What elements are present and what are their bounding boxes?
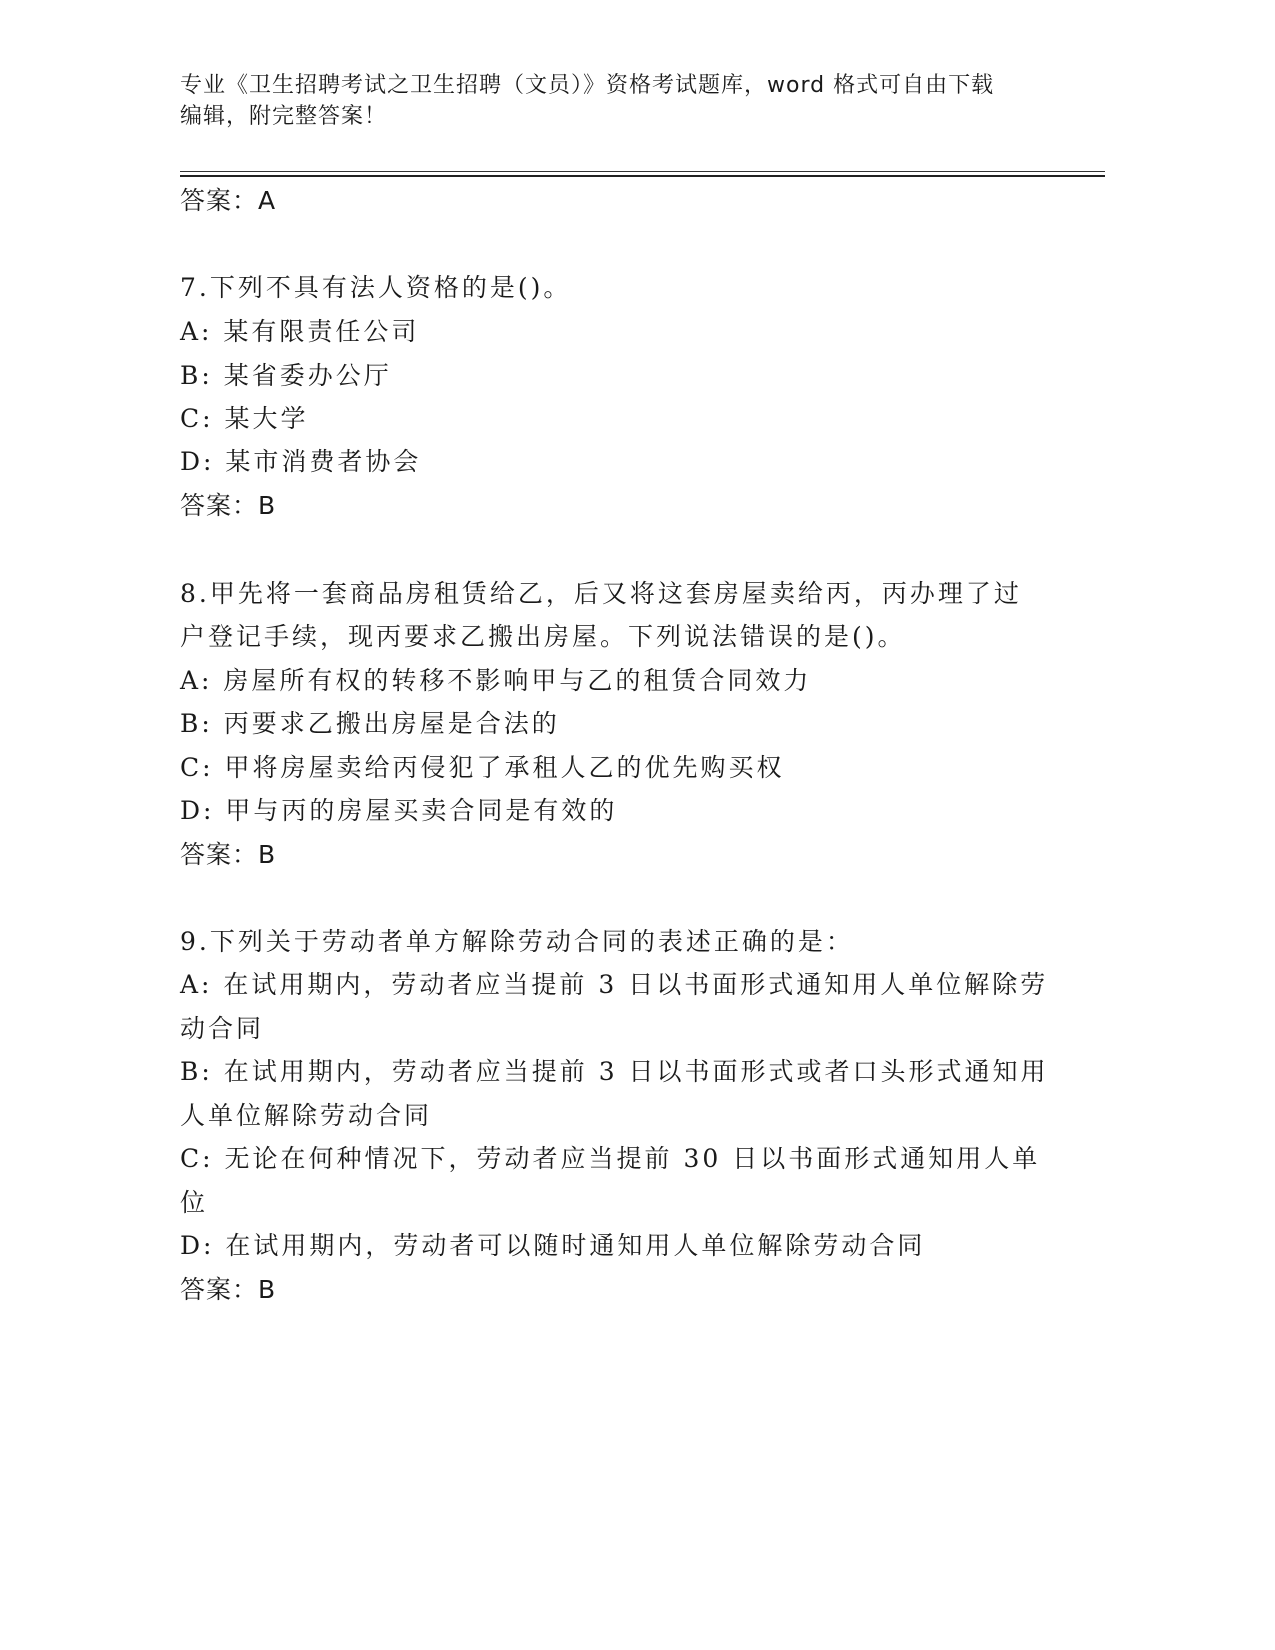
question-7-answer: 答案：B xyxy=(180,491,277,520)
question-8-option-c: C: 甲将房屋卖给丙侵犯了承租人乙的优先购买权 xyxy=(180,753,785,782)
question-9-option-b-line-2: 人单位解除劳动合同 xyxy=(180,1101,433,1130)
question-7-stem: 7.下列不具有法人资格的是()。 xyxy=(180,273,572,302)
question-7-option-c: C: 某大学 xyxy=(180,404,309,433)
question-8-option-b: B: 丙要求乙搬出房屋是合法的 xyxy=(180,709,560,738)
header-divider-thin xyxy=(180,171,1105,172)
question-8-stem-line-1: 8.甲先将一套商品房租赁给乙，后又将这套房屋卖给丙，丙办理了过 xyxy=(180,579,1022,608)
header-line-1: 专业《卫生招聘考试之卫生招聘（文员）》资格考试题库，word 格式可自由下载 xyxy=(180,73,995,98)
question-7-option-d: D: 某市消费者协会 xyxy=(180,447,422,476)
answer-previous: 答案：A xyxy=(180,186,277,215)
question-8-option-d: D: 甲与丙的房屋买卖合同是有效的 xyxy=(180,796,618,825)
question-7-option-b: B: 某省委办公厅 xyxy=(180,361,392,390)
question-9-answer: 答案：B xyxy=(180,1275,277,1304)
document-header xyxy=(180,70,1060,132)
header-divider-thick xyxy=(180,175,1105,177)
question-7-option-a: A: 某有限责任公司 xyxy=(180,317,420,346)
question-8-option-a: A: 房屋所有权的转移不影响甲与乙的租赁合同效力 xyxy=(180,666,812,695)
question-8-stem-line-2: 户登记手续，现丙要求乙搬出房屋。下列说法错误的是()。 xyxy=(180,622,906,651)
question-9-option-b-line-1: B: 在试用期内，劳动者应当提前 3 日以书面形式或者口头形式通知用 xyxy=(180,1057,1049,1086)
header-line-2: 编辑，附完整答案！ xyxy=(180,104,388,129)
question-9-option-a-line-2: 动合同 xyxy=(180,1014,265,1043)
question-9-option-c-line-2: 位 xyxy=(180,1188,209,1217)
question-9-stem: 9.下列关于劳动者单方解除劳动合同的表述正确的是： xyxy=(180,927,854,956)
question-9-option-d: D: 在试用期内，劳动者可以随时通知用人单位解除劳动合同 xyxy=(180,1231,926,1260)
question-9-option-a-line-1: A: 在试用期内，劳动者应当提前 3 日以书面形式通知用人单位解除劳 xyxy=(180,970,1049,999)
question-9-option-c-line-1: C: 无论在何种情况下，劳动者应当提前 30 日以书面形式通知用人单 xyxy=(180,1144,1041,1173)
question-8-answer: 答案：B xyxy=(180,840,277,869)
